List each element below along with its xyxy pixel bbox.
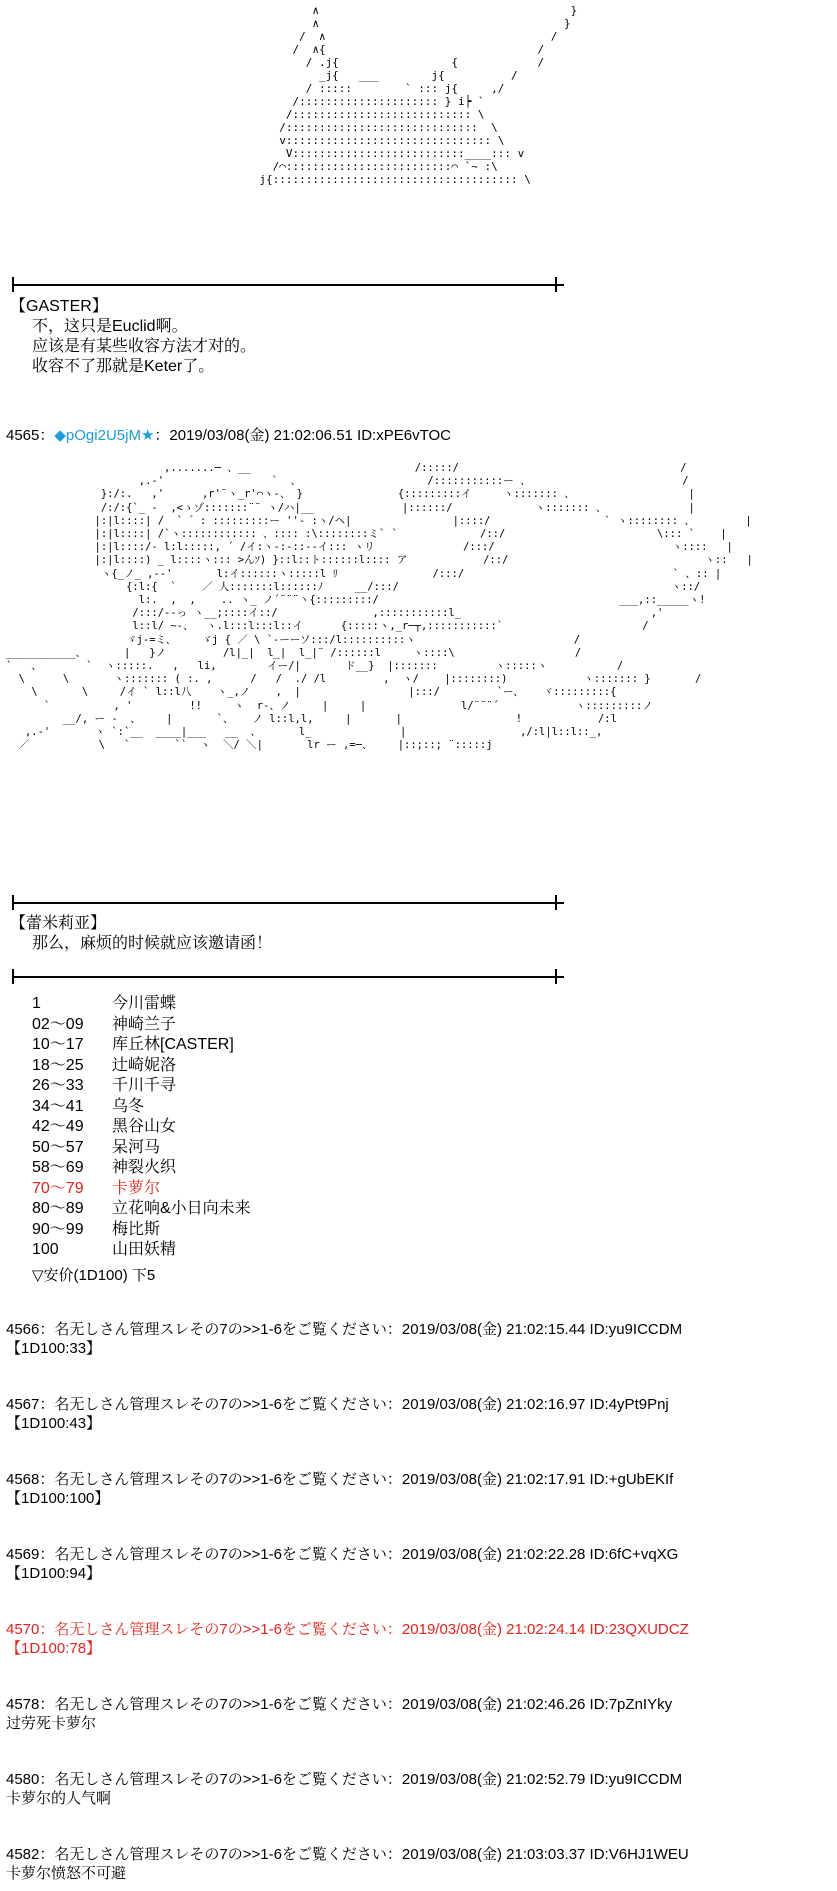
row-range: 1: [32, 995, 41, 1012]
row-range: 18～25: [32, 1056, 84, 1074]
post-datetime: ：2019/03/08(金) 21:02:06.51 ID:xPE6vTOC: [154, 427, 451, 444]
post-header: 4568：名无しさん管理スレその7の>>1-6をご覧ください：2019/03/08(金) 21:02:17.91 ID:+gUbEKIf: [6, 1471, 674, 1488]
row-range: 90～99: [32, 1220, 84, 1238]
row-range: 100: [32, 1241, 59, 1258]
choice-table: [32, 994, 251, 1261]
post-header-highlighted: 4570：名无しさん管理スレその7の>>1-6をご覧ください：2019/03/08(金) 21:02:24.14 ID:23QXUDCZ: [6, 1621, 689, 1638]
row-name: 千川千寻: [112, 1077, 177, 1094]
table-row: [32, 1117, 251, 1138]
post-body: 卡萝尔愤怒不可避: [6, 1865, 127, 1882]
table-row: [32, 1220, 251, 1241]
row-range: 80～89: [32, 1200, 84, 1217]
top-ascii-art: ∧ } ∧ } / ∧ / / ∧{ / / .j{ { / _j{ ___ j{ / / ::::: ` ::: j{ ,/ /::::::::::::::::::::: } i┝ ` /::::::::::::::::::::::::::: \ /::::::::::::::::::::::::::::: \ v::::::::::::::::::::::::::::::: \ V::::::::::::::::::::::::::____::: v /⌒:::::::::::::::::::::::::⌒ `~ :\ j{::::::::::::::::::::::::::::::::::::: \: [259, 4, 578, 186]
speaker-label: 【GASTER】: [10, 298, 108, 315]
post-body: 【1D100:43】: [6, 1415, 102, 1432]
row-range: 34～41: [32, 1097, 84, 1115]
divider-rule: [12, 284, 564, 286]
row-name: 今川雷蝶: [112, 995, 177, 1012]
post-header: 4580：名无しさん管理スレその7の>>1-6をご覧ください：2019/03/08(金) 21:02:52.79 ID:yu9ICCDM: [6, 1771, 683, 1788]
post-body: 【1D100:33】: [6, 1340, 102, 1357]
dialog-line: 收容不了那就是Keter了。: [32, 358, 215, 375]
row-name: 卡萝尔: [112, 1179, 161, 1197]
table-row: [32, 1158, 251, 1179]
post-number: 4565: [6, 427, 40, 444]
post-header: 4567：名无しさん管理スレその7の>>1-6をご覧ください：2019/03/08(金) 21:02:16.97 ID:4yPt9Pnj: [6, 1396, 669, 1413]
divider-tick: [12, 969, 14, 984]
dialog-line: 那么，麻烦的时候就应该邀请函！: [32, 935, 273, 952]
row-name: 山田妖精: [112, 1241, 177, 1258]
table-row: [32, 1015, 251, 1036]
row-name: 辻崎妮洛: [112, 1056, 177, 1074]
dialog-line: 不，这只是Euclid啊。: [32, 318, 188, 335]
divider-tick: [12, 895, 14, 910]
post-header-4565: [6, 426, 451, 445]
table-footer: ▽安价(1D100) 下5: [32, 1267, 156, 1284]
row-name: 立花响&小日向未来: [112, 1200, 251, 1217]
post-separator: ：: [39, 427, 55, 444]
table-row: [32, 1199, 251, 1220]
mid-ascii-art: ,.......─ 、__ /:::::/ / ,.-' ` 、 /:::::::::::ー 、 / }:/:. ,' ,r'¨ヽ_r'⌒ヽ-、 } {:::::::::イ ヽ::::::: 、 | /:/:{`_ ‐ ,<ゝゾ:::::::¨¨ ヽ/ハ|__ |::::::/ ヽ::::::: 、 | |:|l::::| / ` ゛: :::::::::ー ''‐ :ヽ/ヘ| |::::/ ` ヽ:::::::: 、 | |:|l::::| /`ヽ:::::::::::: 、:::: :\::::::::ミ` ` /::/ \::: ` | |:|l::::/‐ l:l:::::, ´ /イ:ヽ‐:-::-‐イ::: ヽリ /:::/ ヽ:::: | |:|l::::) _ l::::ヽ::: >んｿ) }::l::ト::::::l:::: ア /::/ ヽ:: | ヽ{_ノ_ ,--' l:イ::::::ヽ:::::l ﾘ /:::/ ` 、:: | {:l:{ ` ／ 人:::::::l::::::ﾉ __/:::/ ヽ::/ l:. , , .. ヽ_ ノ´¨¨¨丶{:::::::::/ ___,::_____ヽ! /:::/--っ ヽ__;::::イ::/ ,:::::::::::l_ ,' l::l/ ~-、 ヽ.l:::l:::l::イ {:::::ヽ,_r─┬,:::::::::::` / ゞj-=ミ、 ゞj { ／ \ `‐ーーソ:::/l::::::::::ヽ / ___________、 | }ノ /l|_| l_| l_|¨ /::::::l ヽ::::\ / ` 、 ` ヽ:::::. , li, イー/| ド__} |::::::: ヽ:::::ヽ / \ \ ヽ::::::: ( :. , / / ./ /l , ヽ/ |::::::::) ヽ::::::: } / \ \ /イ ` l::l八 ヽ_,ノ , | |:::/ `ー、 ヾ:::::::::{ ` , ' !! ヽ r-、ノ | | l/¨¨¨´ ヽ:::::::::ノ __/, ー - 、 | `、 ノ l::l,l, | | ! /:l ,.-' ヽ `:`__ ____|___ __ 、 l_ | ,/:l|l::l::_, ／ \ ` `` ヽ ＼/ ＼| lr ー ,=─、 |::;::; ¨:::::j: [6, 462, 753, 752]
post-header: 4582：名无しさん管理スレその7の>>1-6をご覧ください：2019/03/08(金) 21:03:03.37 ID:V6HJ1WEU: [6, 1846, 689, 1863]
divider-tick: [555, 895, 557, 910]
post-header: 4578：名无しさん管理スレその7の>>1-6をご覧ください：2019/03/08(金) 21:02:46.26 ID:7pZnIYky: [6, 1696, 673, 1713]
row-range: 10～17: [32, 1036, 84, 1053]
post-header: 4566：名无しさん管理スレその7の>>1-6をご覧ください：2019/03/08(金) 21:02:15.44 ID:yu9ICCDM: [6, 1321, 683, 1338]
row-range: 02～09: [32, 1015, 84, 1033]
row-name: 库丘林[CASTER]: [112, 1036, 234, 1053]
table-row: [32, 1056, 251, 1077]
row-name: 神崎兰子: [112, 1015, 177, 1033]
row-name: 梅比斯: [112, 1220, 161, 1238]
divider-tick: [12, 277, 14, 292]
row-range: 26～33: [32, 1077, 84, 1094]
row-range: 70～79: [32, 1179, 84, 1197]
divider-rule: [12, 976, 564, 978]
speaker-label: 【蕾米莉亚】: [10, 915, 107, 932]
table-row: [32, 1138, 251, 1159]
row-name: 呆河马: [112, 1138, 161, 1156]
table-row-highlighted: [32, 1179, 251, 1200]
post-body: 【1D100:100】: [6, 1490, 110, 1507]
row-name: 神裂火织: [112, 1159, 177, 1176]
post-body: 卡萝尔的人气啊: [6, 1790, 112, 1807]
dialog-line: 应该是有某些收容方法才对的。: [32, 338, 257, 355]
row-range: 58～69: [32, 1159, 84, 1176]
row-name: 黑谷山女: [112, 1118, 177, 1135]
post-body-highlighted: 【1D100:78】: [6, 1640, 102, 1657]
divider-tick: [555, 277, 557, 292]
tripcode-link[interactable]: ◆pOgi2U5jM★: [54, 427, 155, 444]
table-row: [32, 1240, 251, 1261]
table-row: [32, 994, 251, 1015]
post-body: 过劳死卡萝尔: [6, 1715, 97, 1732]
row-range: 50～57: [32, 1138, 84, 1156]
table-row: [32, 1097, 251, 1118]
row-name: 乌冬: [112, 1097, 145, 1115]
post-body: 【1D100:94】: [6, 1565, 102, 1582]
divider-tick: [555, 969, 557, 984]
row-range: 42～49: [32, 1118, 84, 1135]
divider-rule: [12, 902, 564, 904]
table-row: [32, 1035, 251, 1056]
table-row: [32, 1076, 251, 1097]
post-header: 4569：名无しさん管理スレその7の>>1-6をご覧ください：2019/03/08(金) 21:02:22.28 ID:6fC+vqXG: [6, 1546, 679, 1563]
